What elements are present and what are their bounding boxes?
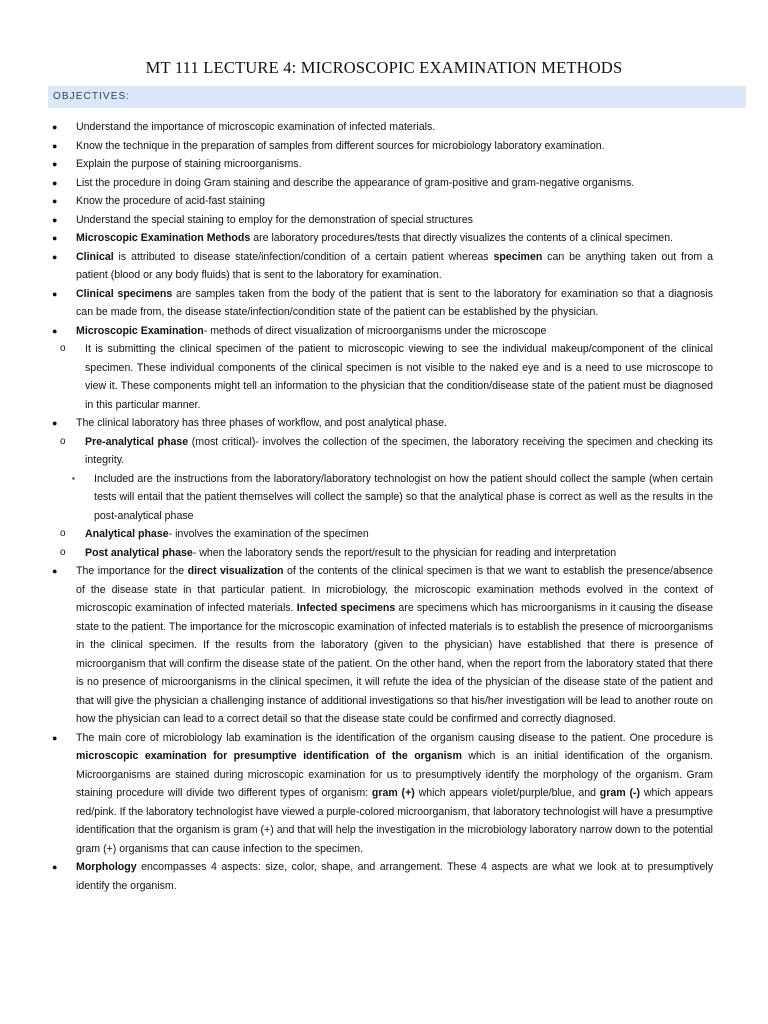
text-run: - involves the examination of the specimen (168, 528, 369, 540)
list-item (52, 229, 713, 248)
text-run: The clinical laboratory has three phases of workflow, and post analytical phase. (76, 417, 447, 429)
text-run: are specimens which has microorganisms in it causing the disease state to the patient. The importance for the microscopic examination of infected materials is to establish the presence of microorganisms in the clinical specimen. If the results from the laboratory (given to the physician) have established that there is presence of microorganism that will confirm the disease state of the patient. On the other hand, when the report from the laboratory stated that there is no presence of microorganisms in the clinical specimen, it will refute the idea of the physician of the disease state of the patient and that will give the physician a challenging instance of additional investigations so that his/her investigation will be lead to another route on how the physician can lead to a correct detail so that the disease state could be confirmed and correctly diagnosed. (76, 602, 714, 725)
disc-bullet-icon: ● (52, 140, 58, 151)
bold-term: Clinical specimens (76, 287, 173, 300)
objectives-label: OBJECTIVES: (53, 91, 131, 102)
text-run: (most critical)- involves the collection of the specimen, the laboratory receiving the specimen and checking its integrity. (85, 435, 713, 466)
text-run: Know the technique in the preparation of samples from different sources for microbiology laboratory examination. (76, 139, 605, 152)
circle-bullet-icon: o (60, 435, 66, 447)
list-item (60, 544, 713, 563)
text-run: It is submitting the clinical specimen of the patient to microscopic viewing to see the individual makeup/component of the clinical specimen. These individual components of the clinical specimen is not visible to the naked eye and is a need to use microscope to view it. These components might tell an information to the physician that the condition/disease state of the patient must be diagnosed in this particular manner. (85, 343, 713, 411)
text-run: encompasses 4 aspects: size, color, shape, and arrangement. These 4 aspects are what we look at to presumptively identify the organism. (76, 861, 713, 892)
page-title: MT 111 LECTURE 4: MICROSCOPIC EXAMINATION METHODS (145, 58, 623, 77)
circle-bullet-icon: o (60, 528, 66, 539)
disc-bullet-icon: ● (52, 732, 58, 743)
disc-bullet-icon: ● (52, 122, 58, 132)
text-run: is attributed to disease state/infection/condition of a certain patient whereas (113, 250, 494, 263)
bold-term: Microscopic Examination (76, 324, 204, 337)
disc-bullet-icon: ● (52, 233, 58, 243)
text-run: - methods of direct visualization of microorganisms under the microscope (203, 324, 547, 337)
list-item (52, 414, 713, 433)
disc-bullet-icon: ● (52, 566, 58, 576)
list-item (52, 174, 713, 193)
disc-bullet-icon: ● (52, 251, 58, 262)
text-run: of the contents of the clinical specimen is that we want to establish the presence/absence of the disease state in that particular patient. In microbiology, the microscopic examination methods evolved in the context of microscopic examination of infected materials. (76, 565, 714, 614)
list-item (60, 433, 713, 470)
bold-term: Microscopic Examination Methods (76, 232, 251, 244)
disc-bullet-icon: ● (52, 177, 58, 188)
text-run: Included are the instructions from the laboratory/laboratory technologist on how the patient should collect the sample (when certain tests will entail that the patient themselves will collect the sample) so that the analytical phase is correct as well as the results in the post-analytical phase (94, 472, 713, 522)
text-run: which appears red/pink. If the laboratory technologist have viewed a purple-colored microorganism, that laboratory technologist will have a presumptive identification that the organism is gram (+) and that will help the investigation in the microbiology laboratory narrow down to the potential gram (+) organisms that can cause infection to the specimen. (76, 787, 714, 855)
list-item (52, 118, 713, 137)
bold-term: Morphology (76, 861, 137, 873)
text-run: are samples taken from the body of the patient that is sent to the laboratory for examination so that a diagnosis can be made from, the disease state/infection/condition state of the patient can be established by the physician. (76, 287, 714, 318)
bold-term: Pre-analytical phase (85, 435, 189, 448)
list-item (52, 562, 714, 729)
objectives-header-bar (48, 86, 746, 108)
text-run: can be anything taken out from a patient (blood or any body fluids) that is sent to the laboratory for examination. (76, 250, 713, 281)
bold-term: gram (-) (599, 787, 641, 799)
list-item (52, 137, 713, 156)
text-run: Understand the importance of microscopic examination of infected materials. (76, 121, 436, 133)
list-item (52, 858, 713, 895)
list-item (52, 729, 714, 859)
list-item (72, 470, 713, 526)
bold-term: microscopic examination for presumptive identification of the organism (76, 750, 462, 762)
bold-term: Post analytical phase (85, 546, 193, 559)
disc-bullet-icon: ● (52, 288, 58, 299)
list-item (52, 322, 713, 341)
list-item (52, 155, 713, 174)
list-item (52, 248, 713, 285)
bold-term: direct visualization (187, 565, 284, 577)
bold-term: specimen (493, 250, 543, 263)
text-run: Understand the special staining to employ for the demonstration of special structures (76, 213, 473, 226)
list-item (52, 211, 713, 230)
text-run: which is an initial identification of the organism. Microorganisms are stained during microscopic examination for us to presumptively identify the morphology of the organism. Gram staining procedure will divide two different types of organism: (76, 750, 713, 799)
disc-bullet-icon: ● (52, 159, 58, 169)
text-run: The importance for the (76, 565, 188, 577)
text-run: List the procedure in doing Gram staining and describe the appearance of gram-positive and gram-negative organisms. (76, 176, 635, 189)
disc-bullet-icon: ● (52, 214, 58, 225)
text-run: which appears violet/purple/blue, and (414, 787, 600, 799)
bold-term: gram (+) (371, 787, 415, 799)
disc-bullet-icon: ● (52, 325, 58, 336)
square-bullet-icon: ▪ (72, 473, 75, 483)
text-run: Know the procedure of acid-fast staining (76, 195, 266, 207)
disc-bullet-icon: ● (52, 418, 58, 428)
text-run: - when the laboratory sends the report/result to the physician for reading and interpretation (192, 546, 617, 559)
circle-bullet-icon: o (60, 546, 66, 558)
text-run: Explain the purpose of staining microorganisms. (76, 158, 302, 170)
bold-term: Clinical (76, 250, 114, 263)
bold-term: Analytical phase (85, 528, 169, 540)
list-item (52, 285, 714, 322)
document-body (0, 118, 768, 895)
text-run: The main core of microbiology lab examination is the identification of the organism causing disease to the patient. One procedure is (76, 731, 713, 744)
list-item (60, 525, 713, 544)
bold-term: Infected specimens (296, 602, 396, 614)
list-item (52, 192, 713, 211)
circle-bullet-icon: o (60, 343, 66, 354)
text-run: are laboratory procedures/tests that directly visualizes the contents of a clinical specimen. (250, 232, 674, 244)
list-item (60, 340, 713, 414)
disc-bullet-icon: ● (52, 862, 58, 872)
disc-bullet-icon: ● (52, 196, 58, 206)
